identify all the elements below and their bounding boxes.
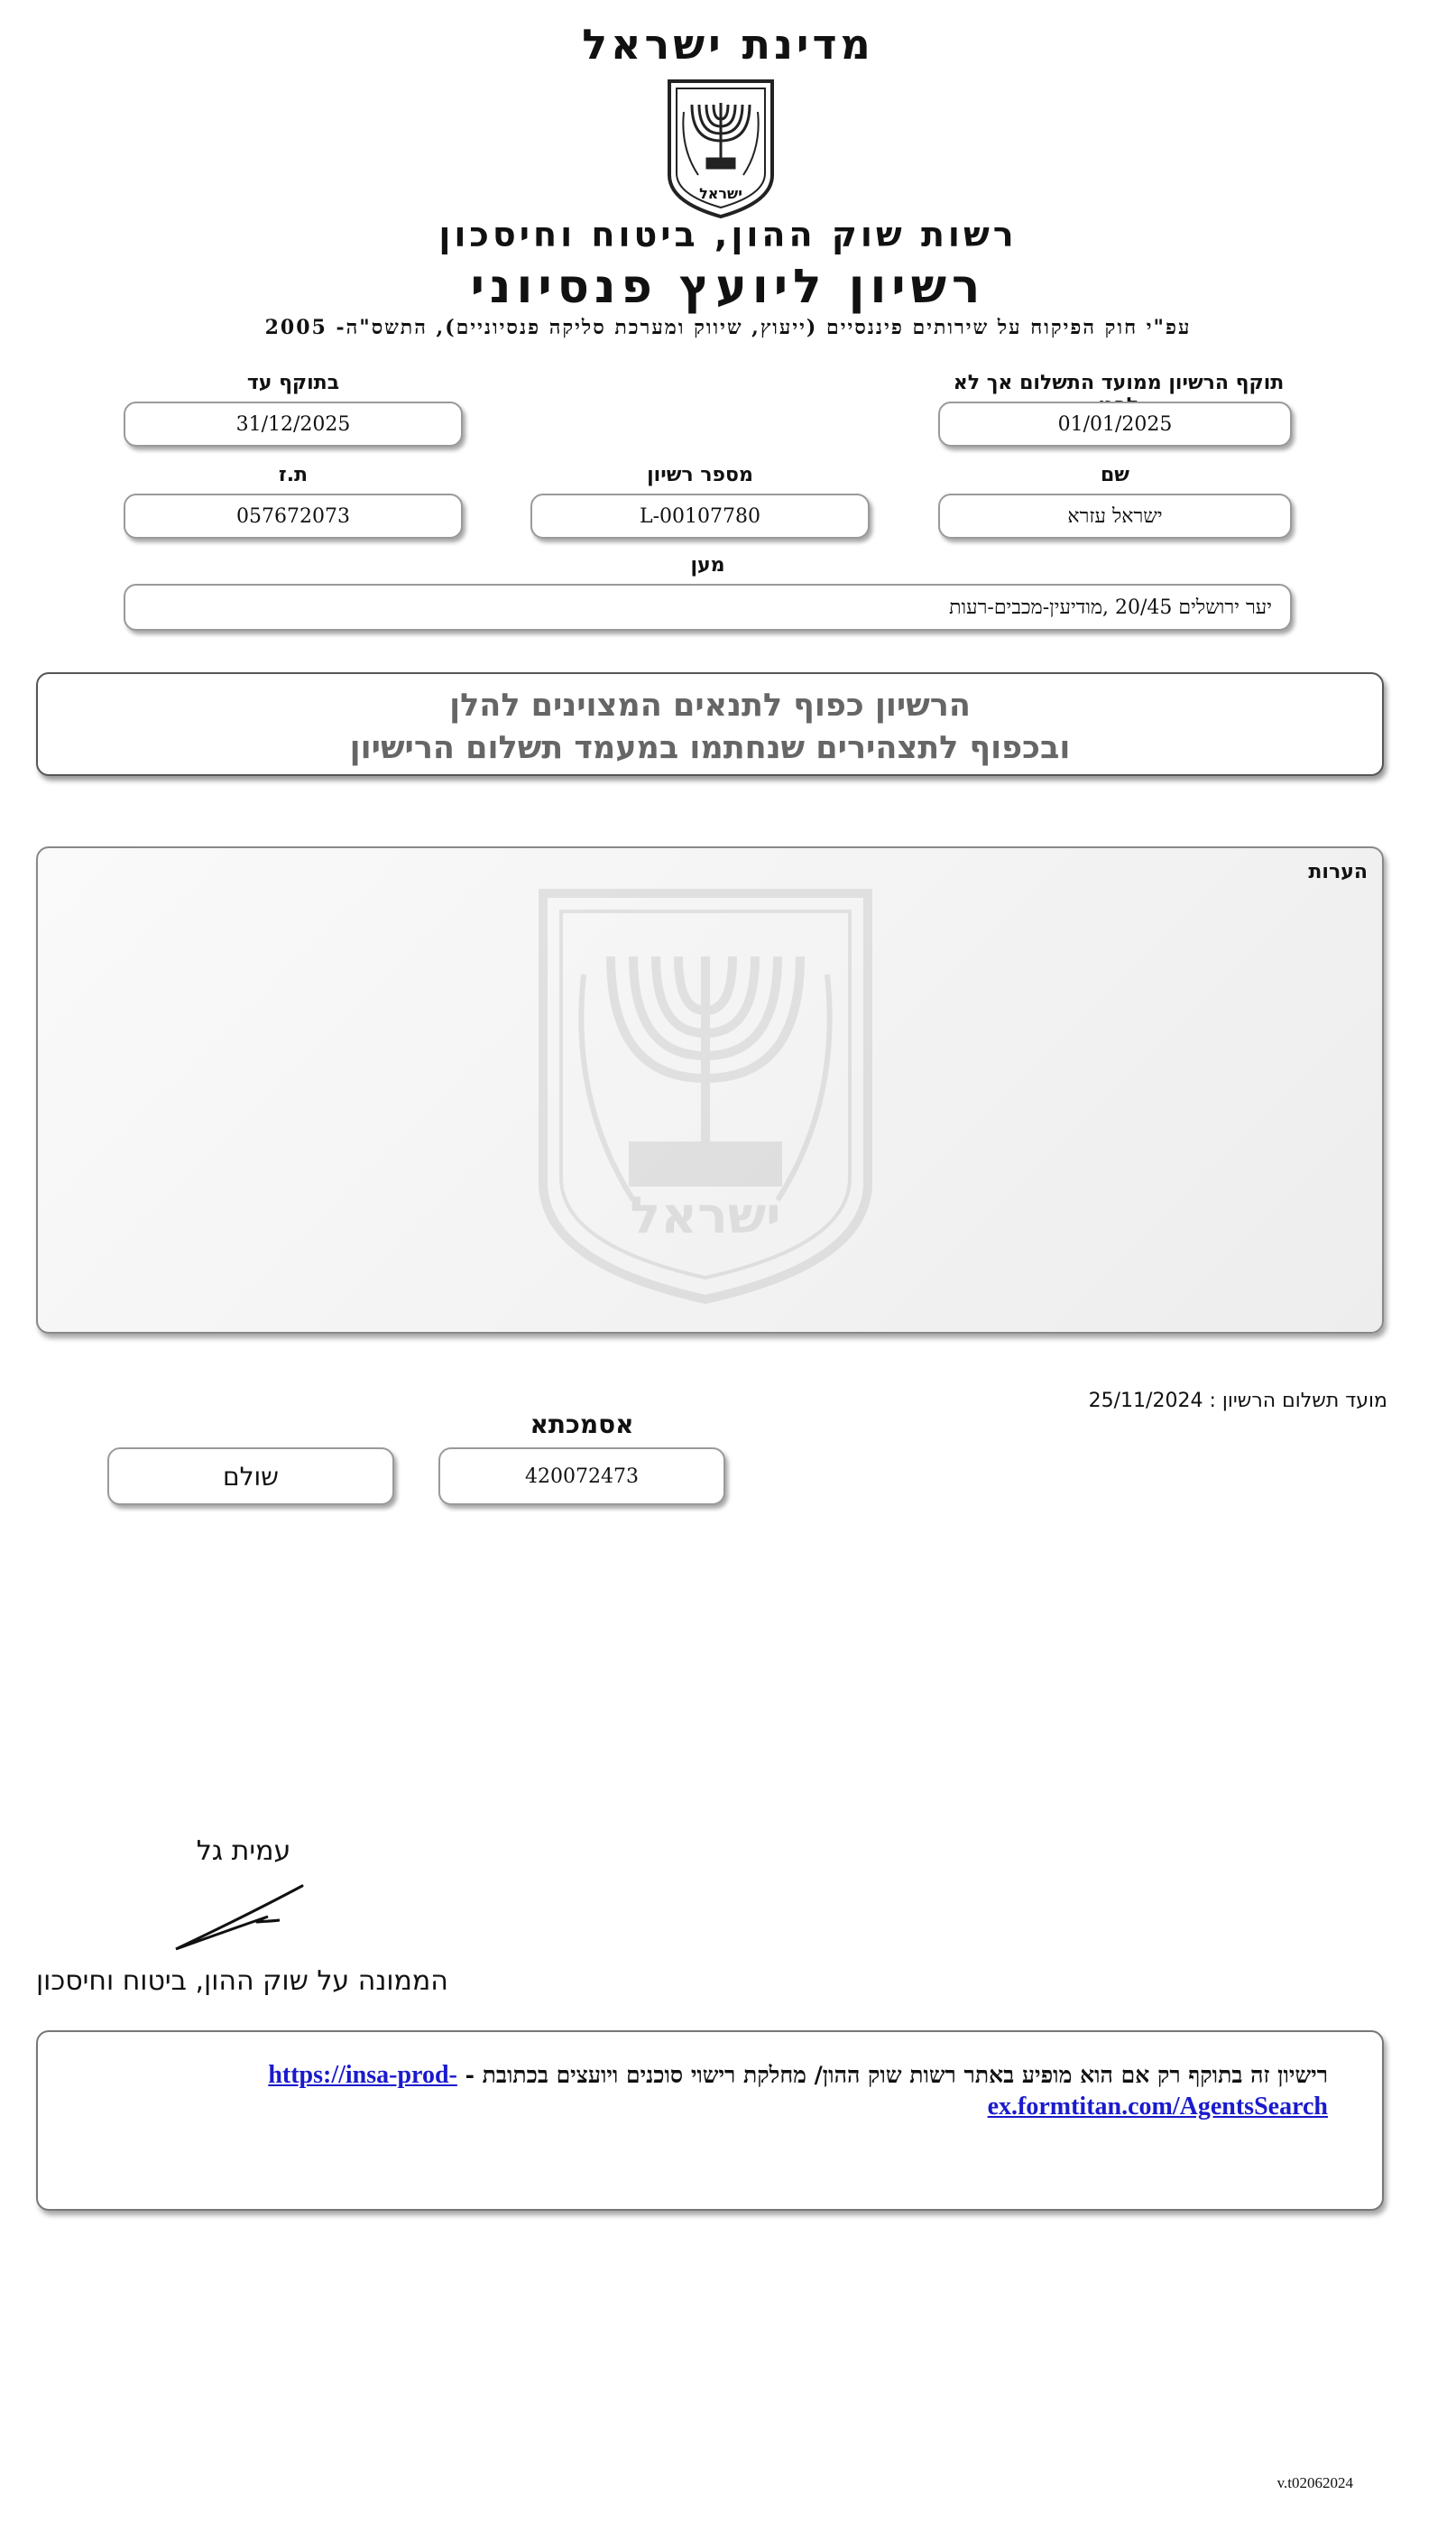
license-number-label: מספר רשיון: [647, 464, 753, 486]
valid-from-label: תוקף הרשיון ממועד התשלום אך לא: [953, 372, 1285, 394]
name-field: ישראל עזרא: [938, 494, 1292, 539]
valid-from-field: 01/01/2025: [938, 402, 1292, 447]
notes-label: הערות: [1308, 861, 1368, 883]
address-field: יער ירושלים 20/45 ,מודיעין-מכבים-רעות: [124, 584, 1292, 631]
reference-field: 420072473: [438, 1447, 725, 1505]
id-field: 057672073: [124, 494, 463, 539]
address-label: מען: [690, 554, 725, 577]
agents-search-link[interactable]: https://insa-prod-ex.formtitan.com/AgentsSearch: [268, 2061, 1328, 2121]
version-label: v.t02062024: [1276, 2474, 1353, 2491]
watermark-text: ישראל: [630, 1187, 781, 1245]
payment-date-row: [992, 1390, 1387, 1412]
state-title: מדינת ישראל: [582, 20, 874, 69]
handwritten-signature-icon: [167, 1879, 311, 1951]
emblem-text: ישראל: [699, 185, 742, 202]
validity-notice-text: רישיון זה בתוקף רק אם הוא מופיע באתר רשות שוק ההון/ מחלקת רישוי סוכנים ויועצים בכתובת -: [465, 2062, 1328, 2088]
signer-name: עמית גל: [196, 1835, 291, 1867]
payment-status-field: שולם: [107, 1447, 394, 1505]
id-label: ת.ז: [278, 464, 309, 486]
payment-date-label: מועד תשלום הרשיון :: [1209, 1390, 1387, 1412]
conditions-box: [36, 672, 1384, 776]
legal-basis: עפ"י חוק הפיקוח על שירותים פיננסיים (ייעוץ, שיווק ומערכת סליקה פנסיוניים), התשס"ה- 2005: [264, 316, 1192, 339]
license-title: רשיון ליועץ פנסיוני: [470, 260, 986, 314]
conditions-line-2: ובכפוף לתצהירים שנחתמו במעמד תשלום הרישיון: [349, 730, 1071, 767]
notes-box: [36, 846, 1384, 1334]
reference-label: אסמכתא: [530, 1409, 634, 1439]
authority-name: רשות שוק ההון, ביטוח וחיסכון: [438, 215, 1018, 254]
payment-date: 25/11/2024: [1088, 1390, 1203, 1412]
validity-notice: [164, 2059, 1328, 2122]
valid-until-label: בתוקף עד: [246, 372, 340, 394]
name-label: שם: [1100, 464, 1129, 486]
conditions-line-1: הרשיון כפוף לתנאים המצוינים להלן: [449, 688, 971, 724]
valid-until-field: 31/12/2025: [124, 402, 463, 447]
license-number-field: L-00107780: [530, 494, 870, 539]
validity-notice-box: [36, 2030, 1384, 2211]
signer-role: הממונה על שוק ההון, ביטוח וחיסכון: [36, 1965, 448, 1997]
